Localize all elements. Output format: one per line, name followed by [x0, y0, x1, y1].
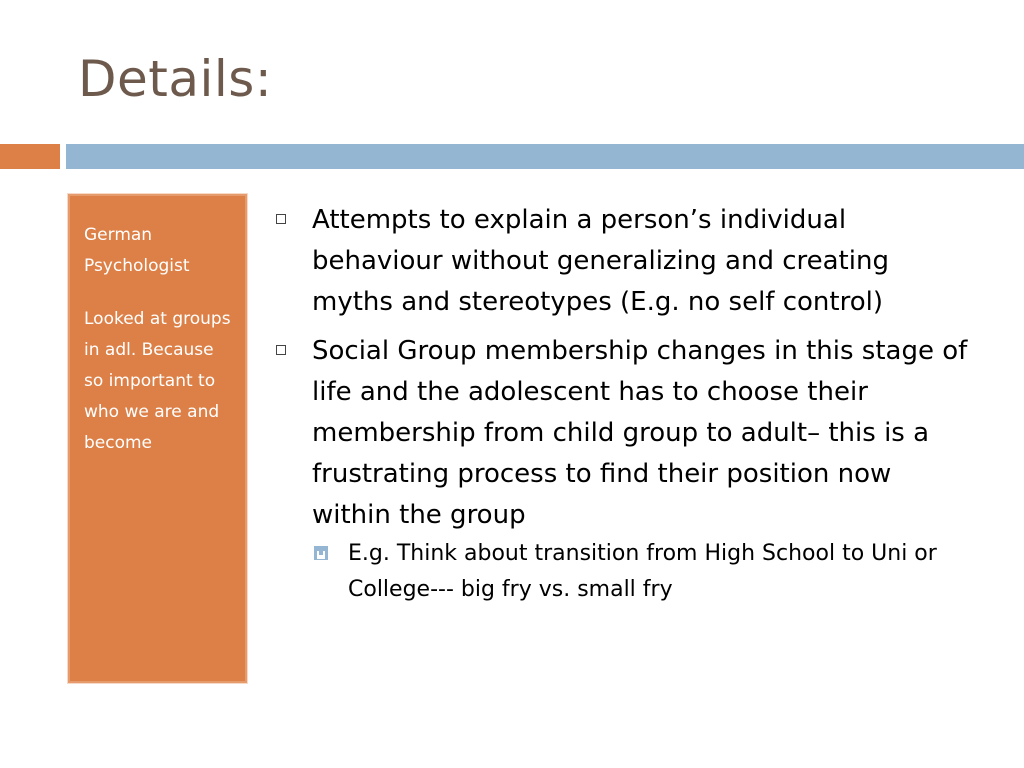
title-rule-blue: [66, 144, 1024, 169]
square-bullet-icon: [276, 214, 286, 224]
sub-bullet-item: [312, 536, 976, 608]
bullet-item: [276, 331, 976, 608]
square-bullet-icon: [276, 345, 286, 355]
bullet-text: Attempts to explain a person’s individual behaviour without generalizing and creating myths and stereotypes (E.g. no self control): [312, 205, 889, 317]
sidebar-paragraph: German Psychologist: [84, 225, 190, 276]
sidebar-paragraph: Looked at groups in adl. Because so important to who we are and become: [84, 309, 231, 453]
bullet-list: [276, 200, 976, 616]
sub-bullet-text: E.g. Think about transition from High School to Uni or College--- big fry vs. small fry: [348, 541, 937, 602]
bullet-text: Social Group membership changes in this stage of life and the adolescent has to choose their membership from child group to adult– this is a frustrating process to find their position now within the group: [312, 336, 968, 530]
slide-title: Details:: [78, 50, 273, 108]
title-rule-orange: [0, 144, 60, 169]
sub-bullet-list: [312, 536, 976, 608]
sidebar-box: [67, 193, 248, 684]
filled-square-bullet-icon: [314, 546, 328, 560]
bullet-item: [276, 200, 976, 323]
